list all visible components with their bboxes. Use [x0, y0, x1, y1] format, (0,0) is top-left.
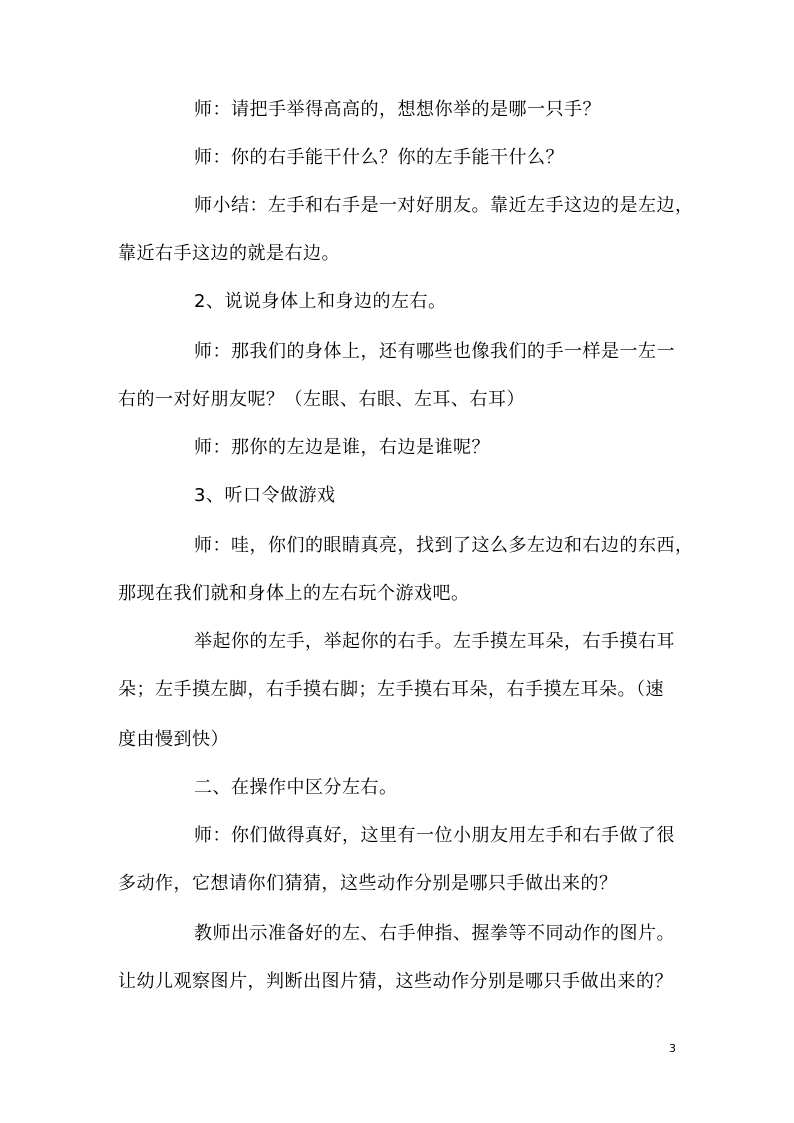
page-number: 3 — [669, 1042, 676, 1055]
paragraph-line: 右的一对好朋友呢？（左眼、右眼、左耳、右耳） — [118, 389, 525, 410]
paragraph-line: 度由慢到快） — [118, 729, 229, 750]
paragraph-line: 朵；左手摸左脚，右手摸右脚；左手摸右耳朵，右手摸左耳朵。（速 — [118, 679, 664, 700]
paragraph-line: 师：你们做得真好，这里有一位小朋友用左手和右手做了很 — [194, 825, 675, 846]
paragraph-line: 教师出示准备好的左、右手伸指、握拳等不同动作的图片。 — [194, 923, 675, 944]
paragraph-line: 让幼儿观察图片，判断出图片猜，这些动作分别是哪只手做出来的？ — [118, 971, 673, 992]
paragraph-line: 师：那我们的身体上，还有哪些也像我们的手一样是一左一 — [194, 341, 675, 362]
section-heading: 3、听口令做游戏 — [194, 485, 336, 506]
paragraph-line: 师：哇，你们的眼睛真亮，找到了这么多左边和右边的东西， — [194, 535, 694, 556]
paragraph-line: 师：那你的左边是谁，右边是谁呢？ — [194, 437, 490, 458]
paragraph-line: 那现在我们就和身体上的左右玩个游戏吧。 — [118, 583, 470, 604]
paragraph-line: 师：你的右手能干什么？你的左手能干什么？ — [194, 147, 564, 168]
paragraph-line: 多动作，它想请你们猜猜，这些动作分别是哪只手做出来的？ — [118, 873, 618, 894]
paragraph-line: 靠近右手这边的就是右边。 — [118, 243, 340, 264]
section-heading: 2、说说身体上和身边的左右。 — [194, 291, 447, 312]
paragraph-line: 师小结：左手和右手是一对好朋友。靠近左手这边的是左边， — [194, 195, 694, 216]
section-heading: 二、在操作中区分左右。 — [194, 777, 398, 798]
paragraph-line: 举起你的左手，举起你的右手。左手摸左耳朵，右手摸右耳 — [194, 631, 675, 652]
paragraph-line: 师：请把手举得高高的，想想你举的是哪一只手？ — [194, 99, 601, 120]
